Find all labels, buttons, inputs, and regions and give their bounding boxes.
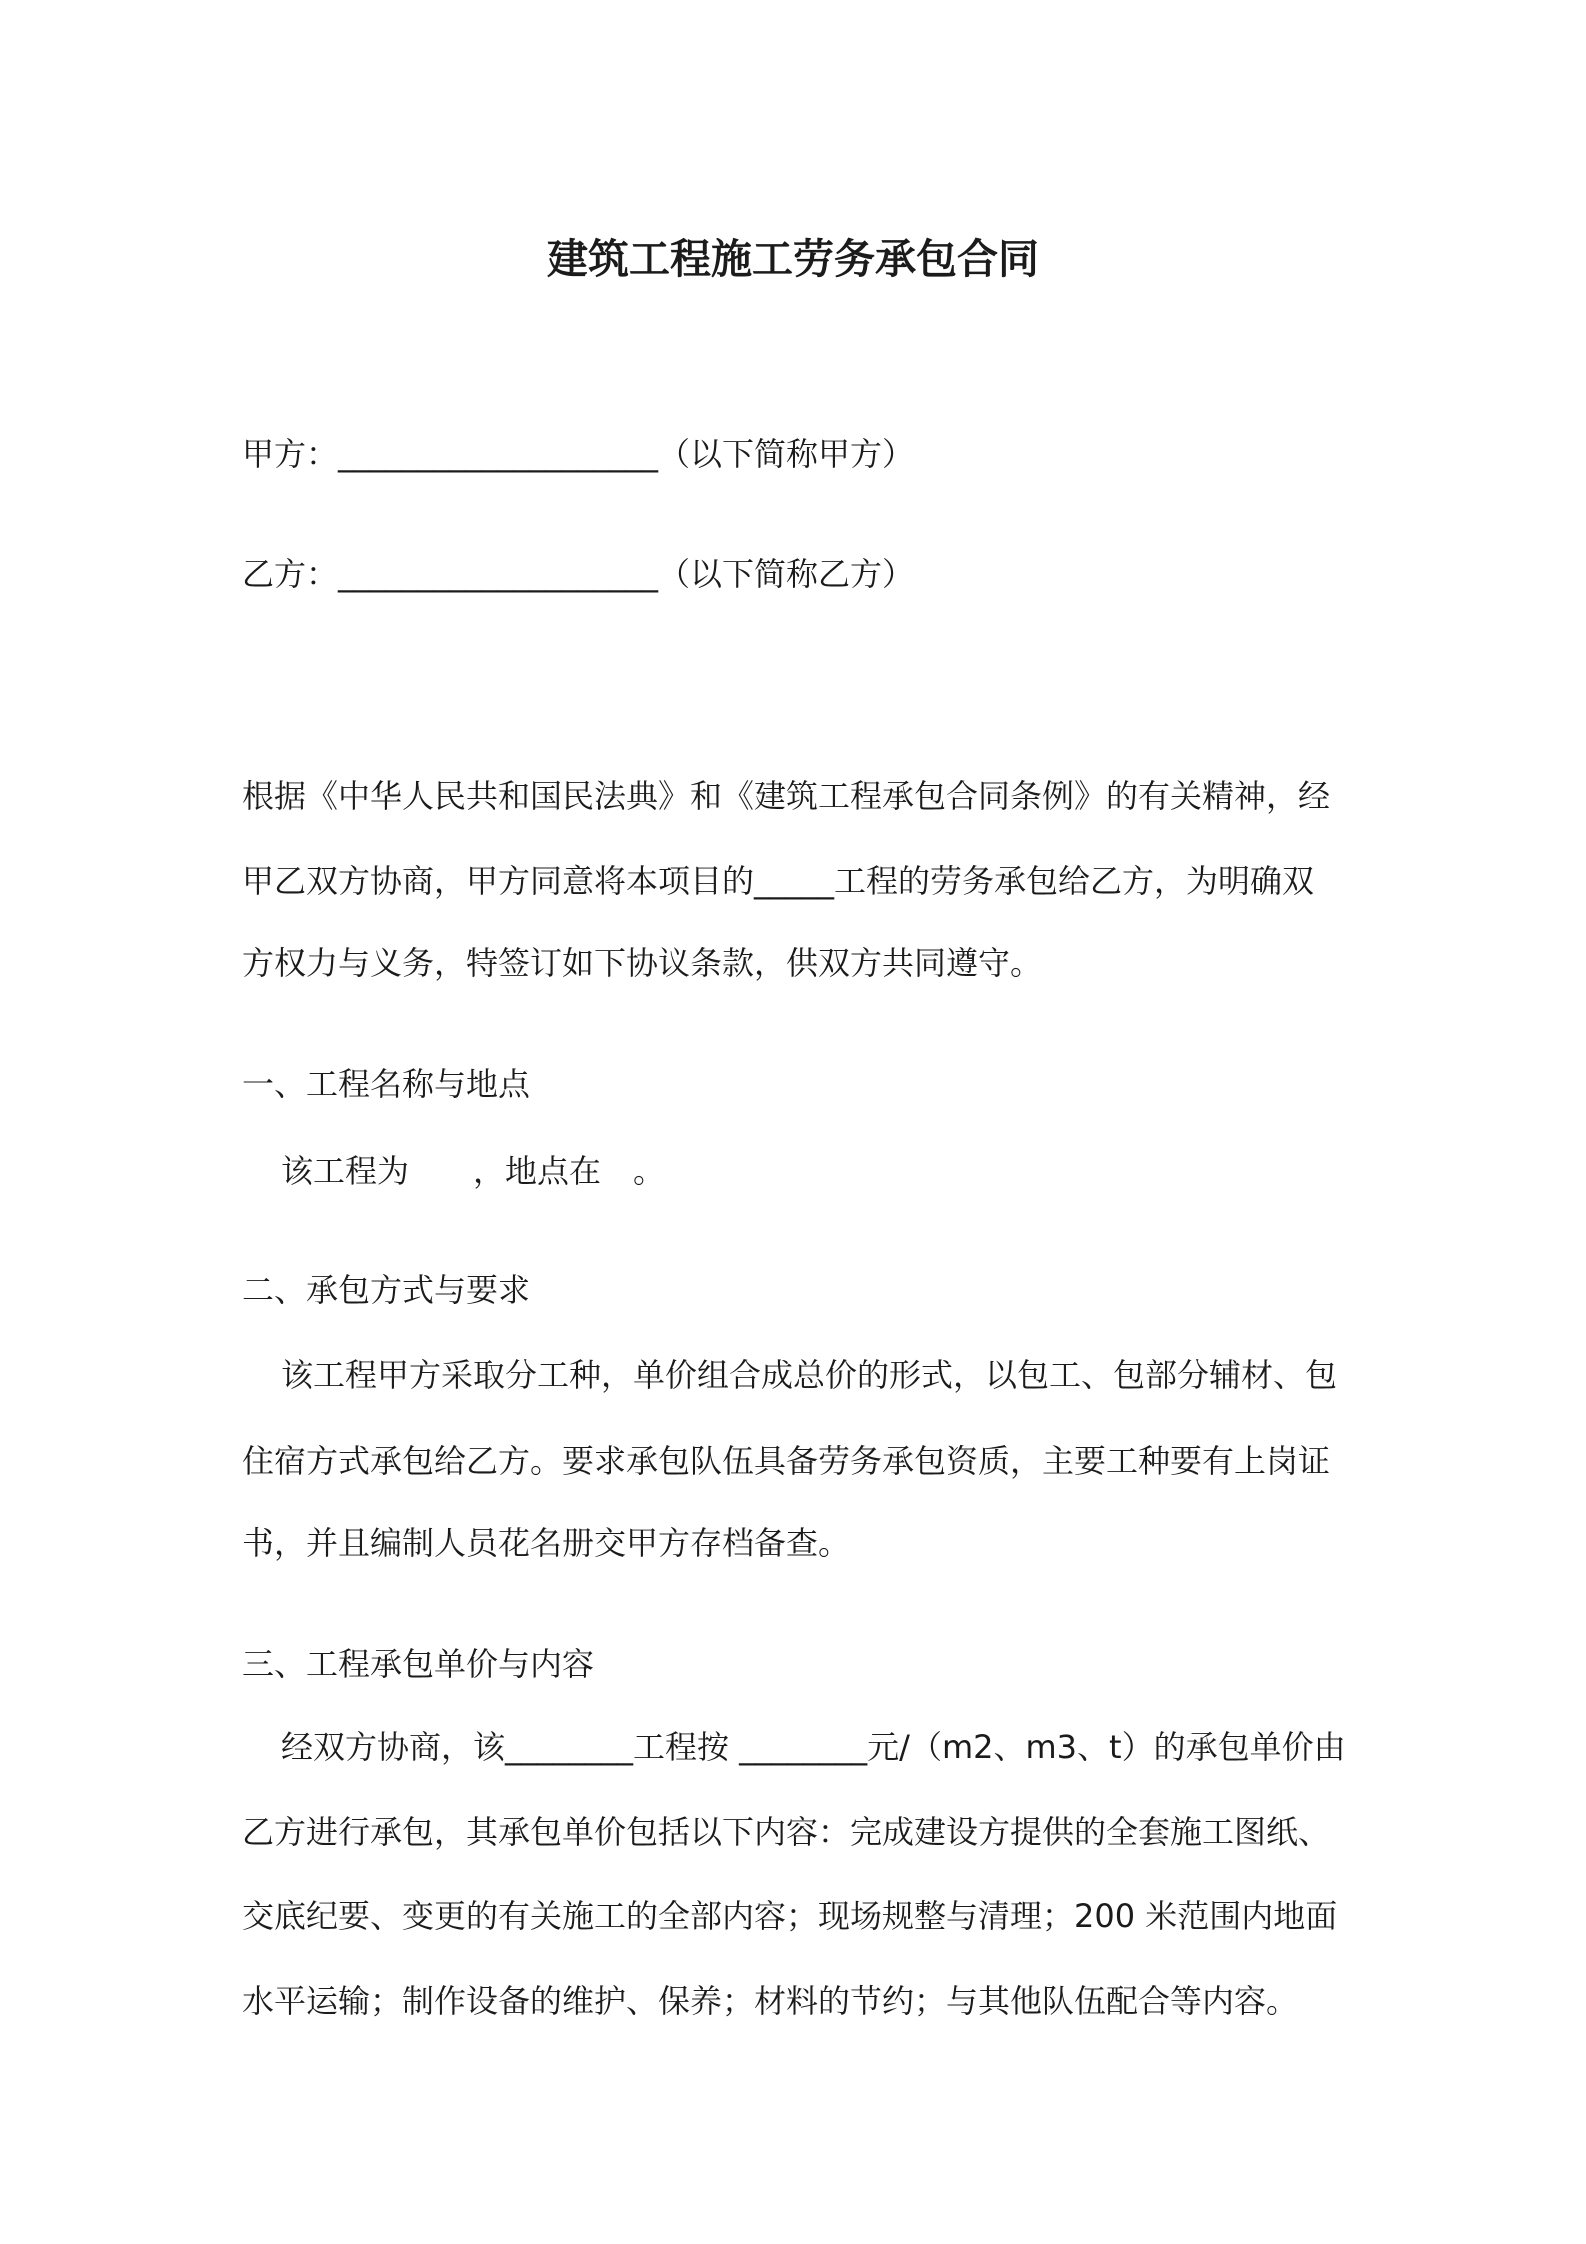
section-body-line: 该工程为 ，地点在 。	[281, 1152, 666, 1190]
section-body-line: 水平运输；制作设备的维护、保养；材料的节约；与其他队伍配合等内容。	[242, 1982, 1299, 2020]
party-b-line: 乙方：____________________（以下简称乙方）	[242, 555, 915, 593]
section-heading: 三、工程承包单价与内容	[242, 1645, 595, 1683]
section-body-line: 该工程甲方采取分工种，单价组合成总价的形式，以包工、包部分辅材、包	[281, 1356, 1338, 1394]
section-body-line: 经双方协商，该________工程按 ________元/（m2、m3、t）的承包单价由	[281, 1728, 1346, 1766]
section-body-line: 乙方进行承包，其承包单价包括以下内容：完成建设方提供的全套施工图纸、	[242, 1813, 1331, 1851]
preamble-line: 甲乙双方协商，甲方同意将本项目的_____工程的劳务承包给乙方，为明确双	[242, 862, 1315, 900]
section-body-line: 住宿方式承包给乙方。要求承包队伍具备劳务承包资质，主要工种要有上岗证	[242, 1442, 1331, 1480]
section-body-line: 交底纪要、变更的有关施工的全部内容；现场规整与清理；200 米范围内地面	[242, 1897, 1338, 1935]
preamble-line: 方权力与义务，特签订如下协议条款，供双方共同遵守。	[242, 944, 1043, 982]
section-body-line: 书，并且编制人员花名册交甲方存档备查。	[242, 1524, 851, 1562]
preamble-line: 根据《中华人民共和国民法典》和《建筑工程承包合同条例》的有关精神，经	[242, 777, 1331, 815]
section-heading: 二、承包方式与要求	[242, 1271, 531, 1309]
document-title: 建筑工程施工劳务承包合同	[547, 235, 1039, 283]
party-a-line: 甲方：____________________（以下简称甲方）	[242, 435, 915, 473]
section-heading: 一、工程名称与地点	[242, 1065, 531, 1103]
